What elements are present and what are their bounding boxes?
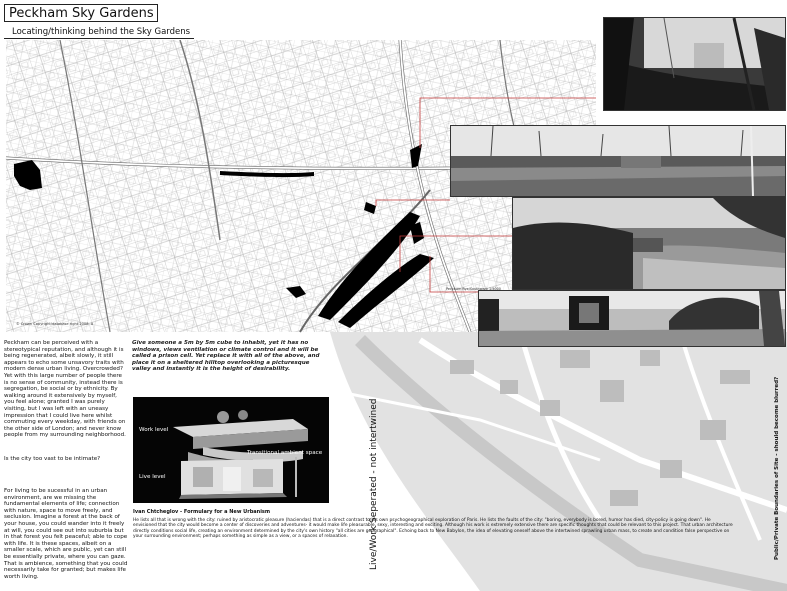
site-photo-2 <box>450 125 786 197</box>
map-scale-label: Peckham Rye/Southwark 1:5000 <box>446 287 501 291</box>
site-photo-1 <box>603 17 786 111</box>
site-photo-4 <box>478 290 786 347</box>
subtitle-underline <box>4 38 194 39</box>
prison-cell-quote: Give someone a 5m by 5m cube to inhabit, yet it has no windows, views ventilation or climate control and it will be called a prison cell. Yet replace it with all of the above, and place it on a sheltered hilltop overlooking a picturesque valley and instantly it is the height of desirability. <box>132 340 320 373</box>
intimacy-question: Is the city too vast to be intimate? <box>4 456 101 462</box>
live-work-vertical-label: Live/Work Seperated - not intertwined <box>369 398 379 570</box>
live-level-label: Live level <box>139 474 166 480</box>
work-level-label: Work level <box>139 427 169 433</box>
page-title: Peckham Sky Gardens <box>4 4 158 22</box>
ivan-chtcheglov-heading: Ivan Chtcheglov - Formulary for a New Urbanism <box>133 509 271 515</box>
site-photo-3 <box>512 197 786 290</box>
intro-paragraph: Peckham can be perceived with a stereotypical reputation, and although it is being regenerated, albeit slowly, it still appears to echo some unsavory traits with modern dense urban living. Overcrowded? Yet with this large number of people there is no sense of community, instead there is segregation, be social or by ethnicity. By walking around it extensively by myself, you feel alone; granted I was purely visiting, but I was left with an uneasy impression that I could live here whilst commuting every weekday, with friends on the other side of London; and never know people from my surrounding neighborhood. <box>4 340 126 439</box>
page-subtitle: Locating/thinking behind the Sky Gardens <box>12 27 191 37</box>
transitional-space-label: Transitional ambient space <box>247 450 323 456</box>
nature-paragraph: For living to be sucessful in an urban environment, are we missing the fundamental elements of life; connection with nature, space to move freely, and seclusion. Imagine a forest at the back of your house, you could wander into it freely at will, you could see out into suburbia but in that forest you felt peaceful; able to cope with life. It is these spaces, albeit on a smaller scale, which are public, yet can still be essentially private, where you can gaze. That is ambience, something that you could necessarily take for granted; but makes life worth living. <box>4 488 128 580</box>
public-private-vertical-label: Public/Private Boundaries of Site - should become blurred? <box>774 376 780 560</box>
model-photo <box>133 397 329 503</box>
ivan-chtcheglov-text: He lists all that is wrong with the city: ruined by aristocratic pleasure (haciendas) that is a direct contrast to his own psychogeographical exploration of Paris. He lists the faults of the city: "boring, everybody is bored, humor has died, city-policy is going down". He envisioned that the city would become a center of discoveries and adventures- it would make life pleasurable, sexy, interesting and exciting. Although his work is extremely extensive there are specific thoughts that could be relevant to this project. That urban architecture directly conditions social life, creating an environment determined by the city's own history "all cities are geographical". Echoing back to New Babylon, the idea of elevating oneself above the intertwined sprawling urban mass, to create and condition false perspective on your surrounding environment; perhaps something as simple as a view, or a spaces of relaxation. <box>133 518 733 540</box>
map-copyright: © Crown Copyright/database right 2008. A <box>16 322 94 326</box>
